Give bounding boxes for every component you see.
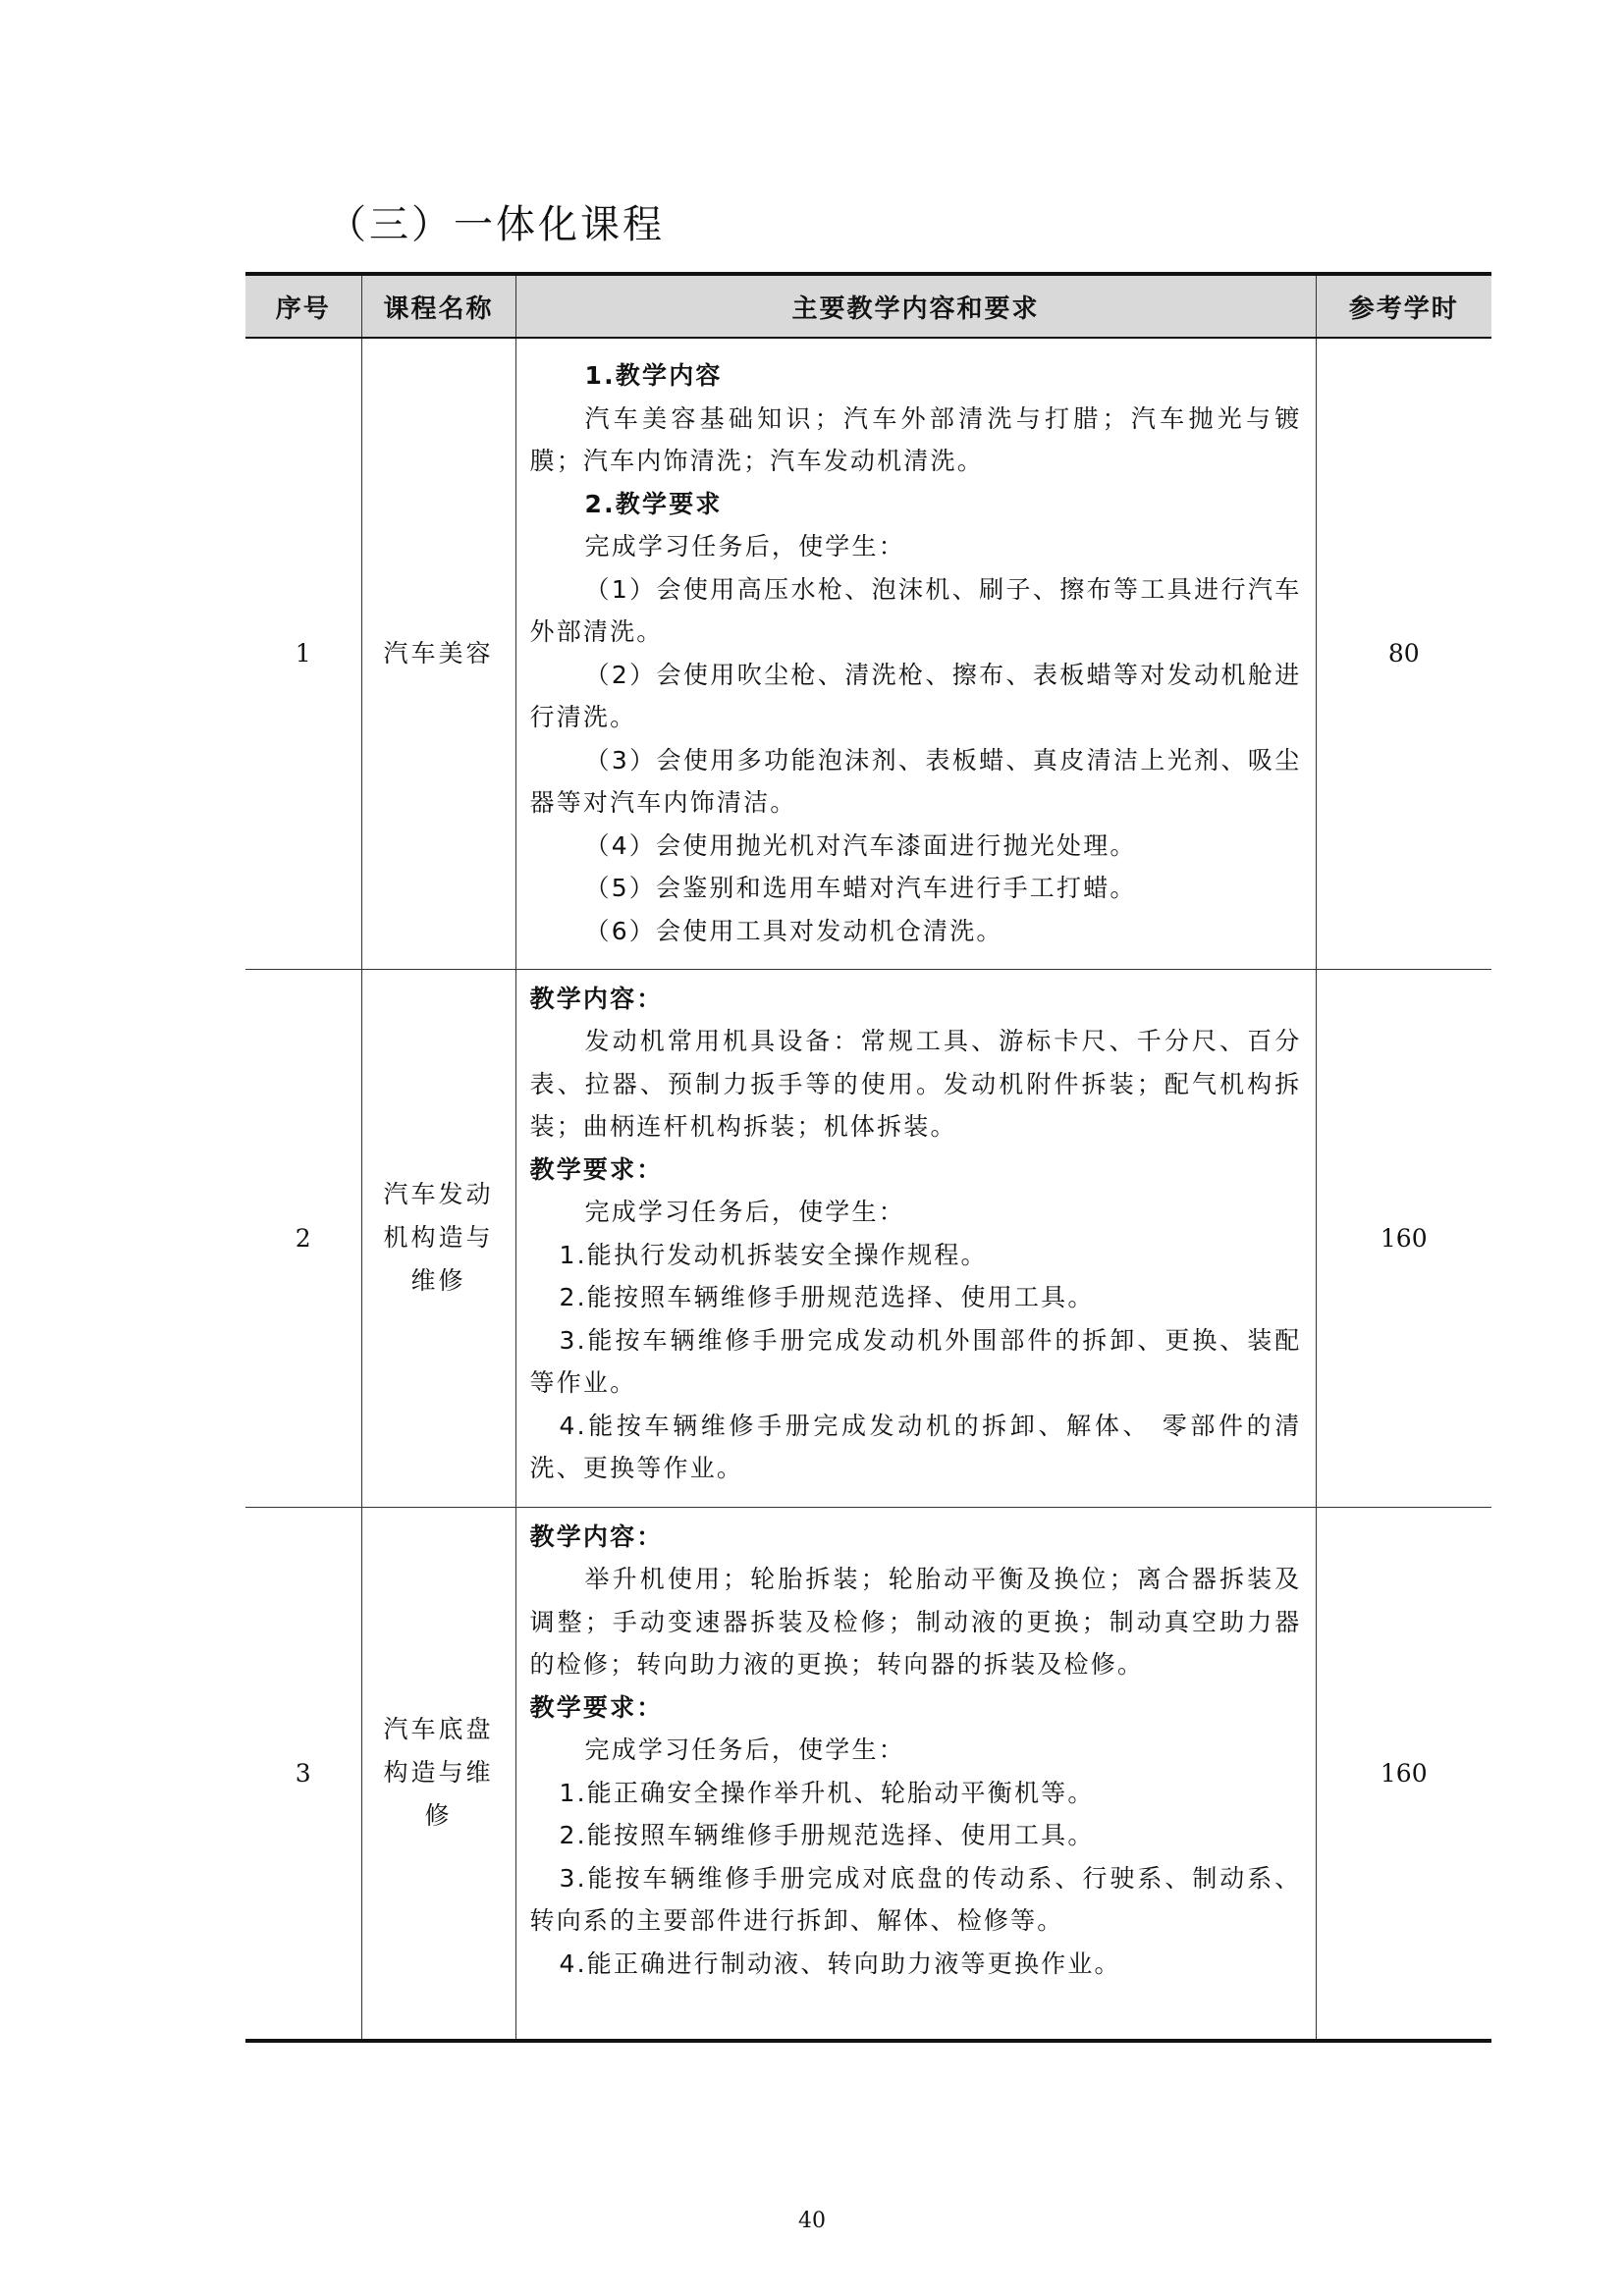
header-hours: 参考学时 <box>1316 274 1491 338</box>
requirement-item: 3.能按车辆维修手册完成发动机外围部件的拆卸、更换、装配等作业。 <box>529 1325 1302 1397</box>
course-name: 汽车发动机构造与维修 <box>361 969 515 1507</box>
requirement-item: （5）会鉴别和选用车蜡对汽车进行手工打蜡。 <box>584 874 1137 902</box>
requirement-item: 1.能执行发动机拆装安全操作规程。 <box>559 1240 988 1269</box>
requirement-item: 2.能按照车辆维修手册规范选择、使用工具。 <box>559 1821 1095 1849</box>
requirement-item: （4）会使用抛光机对汽车漆面进行抛光处理。 <box>584 830 1137 860</box>
page-number: 40 <box>798 2209 826 2233</box>
section-title: （三）一体化课程 <box>327 202 665 247</box>
table-row <box>245 969 1491 1507</box>
requirements-heading: 教学要求： <box>529 1154 664 1184</box>
requirements-heading: 教学要求： <box>529 1692 664 1722</box>
content-paragraph: 发动机常用机具设备：常规工具、游标卡尺、千分尺、百分表、拉器、预制力扳手等的使用。发动机附件拆装；配气机构拆装；曲柄连杆机构拆装；机体拆装。 <box>529 1027 1302 1141</box>
row-number: 1 <box>245 338 361 969</box>
requirement-item: 4.能按车辆维修手册完成发动机的拆卸、解体、 零部件的清洗、更换等作业。 <box>529 1411 1302 1482</box>
content-paragraph: 汽车美容基础知识；汽车外部清洗与打腊；汽车抛光与镀膜；汽车内饰清洗；汽车发动机清洗。 <box>529 403 1302 475</box>
course-hours: 160 <box>1316 1507 1491 2041</box>
course-content <box>515 1507 1316 2041</box>
course-name: 汽车底盘构造与维修 <box>361 1507 515 2041</box>
header-content: 主要教学内容和要求 <box>515 274 1316 338</box>
row-number: 2 <box>245 969 361 1507</box>
requirements-intro: 完成学习任务后，使学生： <box>584 1735 905 1764</box>
requirement-item: （2）会使用吹尘枪、清洗枪、擦布、表板蜡等对发动机舱进行清洗。 <box>529 660 1302 731</box>
requirements-intro: 完成学习任务后，使学生： <box>584 532 905 561</box>
requirements-intro: 完成学习任务后，使学生： <box>584 1198 905 1226</box>
header-num: 序号 <box>245 274 361 338</box>
requirement-item: （6）会使用工具对发动机仓清洗。 <box>584 916 1003 945</box>
table-header-row <box>245 274 1491 338</box>
course-content <box>515 338 1316 969</box>
requirement-item: （1）会使用高压水枪、泡沫机、刷子、擦布等工具进行汽车外部清洗。 <box>529 574 1302 646</box>
requirement-item: （3）会使用多功能泡沫剂、表板蜡、真皮清洁上光剂、吸尘器等对汽车内饰清洁。 <box>529 745 1302 817</box>
requirement-item: 2.能按照车辆维修手册规范选择、使用工具。 <box>559 1283 1095 1311</box>
header-course-name: 课程名称 <box>361 274 515 338</box>
row-number: 3 <box>245 1507 361 2041</box>
course-hours: 160 <box>1316 969 1491 1507</box>
content-heading: 1.教学内容 <box>584 361 723 390</box>
requirements-heading: 2.教学要求 <box>584 489 723 518</box>
requirement-item: 1.能正确安全操作举升机、轮胎动平衡机等。 <box>559 1778 1095 1807</box>
requirement-item: 4.能正确进行制动液、转向助力液等更换作业。 <box>559 1949 1121 1978</box>
course-hours: 80 <box>1316 338 1491 969</box>
content-paragraph: 举升机使用；轮胎拆装；轮胎动平衡及换位；离合器拆装及调整；手动变速器拆装及检修；制动液的更换；制动真空助力器的检修；转向助力液的更换；转向器的拆装及检修。 <box>529 1565 1302 1679</box>
course-table <box>245 272 1491 2043</box>
table-row <box>245 1507 1491 2041</box>
content-heading: 教学内容： <box>529 1522 664 1551</box>
course-content <box>515 969 1316 1507</box>
content-heading: 教学内容： <box>529 984 664 1013</box>
course-name: 汽车美容 <box>361 338 515 969</box>
requirement-item: 3.能按车辆维修手册完成对底盘的传动系、行驶系、制动系、转向系的主要部件进行拆卸、解体、检修等。 <box>529 1863 1302 1935</box>
table-row <box>245 338 1491 969</box>
